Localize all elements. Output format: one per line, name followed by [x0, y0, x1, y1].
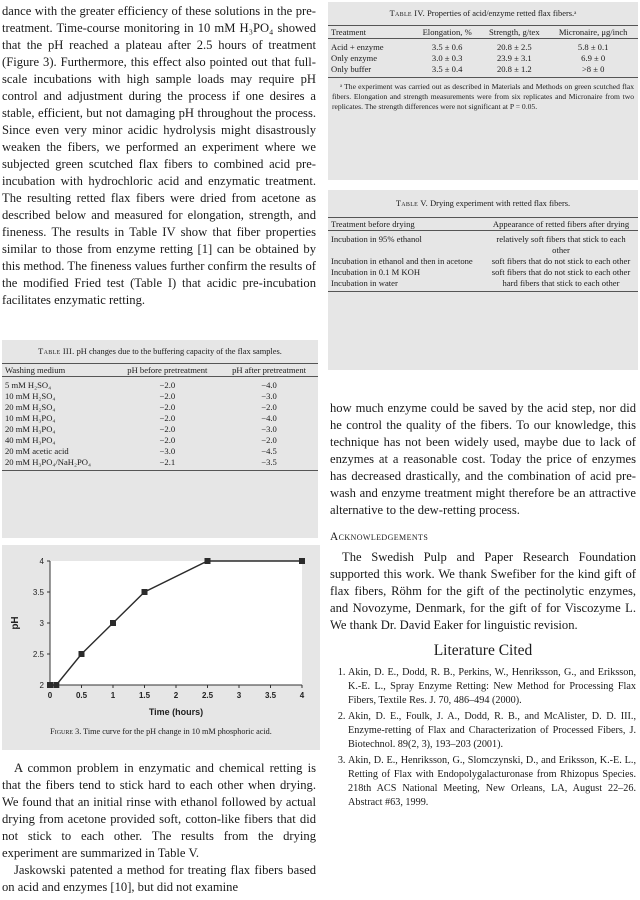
table-v-row-cell: soft fibers that do not stick to each other [491, 267, 631, 277]
table-iii-row-cell: −2.0 [261, 402, 277, 412]
table-iv-header-strength: Strength, g/tex [480, 26, 548, 39]
table-iii-header-before: pH before pretreatment [115, 364, 220, 377]
table-iv-header-micronaire: Micronaire, μg/inch [548, 26, 638, 39]
table-iii-row-cell: 20 mM H₃PO₄/NaH₂PO₄ [2, 457, 115, 471]
table-v-row [328, 231, 638, 257]
reference-item: 2. Akin, D. E., Foulk, J. A., Dodd, R. B., and McAlister, D. D. III., Enzyme-retting of Flax and Characterization of Processed Fibers, J. Biotechnol. 89(2, 3), 193–203 (2001). [348, 710, 636, 752]
intro-paragraph: dance with the greater efficiency of these solutions in the pre-treatment. Time-course monitoring in 10 mM H₃PO₄ showed that the pH reached a plateau after 2.5 hours of treatment (Figure 3). Furthermore, this effect also pointed out that full-scale incubations with high sample loads may require pH control and adjustment during the process if one desires a stable, efficient, but not damaging pH throughout the process. Since even very minor acidic hydrolysis might disastrously weaken the fibers, we performed an experiment where we subjected green scutched flax fibers to combined acid pre-incubation with hydrochloric acid and enzymatic treatment. The resulting retted flax fibers were dried from acetone as described below and measured for elongation, strength, and fineness. The results in Table IV show that fiber properties similar to those from enzyme retting [1] can be obtained by this method. The fineness values further confirm the results of the modified Fried test (Table I) that acidic pre-incubation facilitates enzymatic retting. [2, 4, 316, 307]
table-iv-row [328, 39, 638, 54]
table-iii-row-cell: −3.0 [261, 424, 277, 434]
y-tick-label: 2 [39, 681, 44, 690]
table-iv-label: Table IV. [389, 9, 426, 18]
jaskowski-paragraph: Jaskowski patented a method for treating flax fibers based on acid and enzymes [10], but did not examine [2, 863, 316, 894]
table-v-row-cell: hard fibers that stick to each other [484, 278, 638, 292]
table-iii-row-cell: −4.5 [261, 446, 277, 456]
table-iii-row-cell: 20 mM acetic acid [5, 446, 69, 456]
table-iii-row [2, 377, 318, 392]
table-iii-row-cell: −2.0 [159, 402, 176, 412]
table-iii-row-cell: −3.0 [159, 446, 176, 456]
x-tick-label: 4 [299, 691, 305, 700]
table-iv-row-cell: 6.9 ± 0 [581, 53, 606, 63]
table-v-grid [328, 217, 638, 292]
table-v-row-cell: Incubation in water [328, 278, 484, 292]
table-iii-row-cell: −2.0 [159, 413, 176, 423]
table-iii-row-cell: −4.0 [261, 380, 277, 390]
table-iv-header-treatment: Treatment [328, 26, 414, 39]
table-iv-grid [328, 25, 638, 78]
table-iii [2, 340, 318, 538]
table-iv-row-cell: 3.0 ± 0.3 [431, 53, 463, 63]
data-point [299, 558, 305, 564]
table-iii-row [2, 424, 318, 435]
x-tick-label: 1.5 [138, 691, 151, 700]
table-v-row [328, 256, 638, 267]
right-column-text [330, 400, 636, 812]
x-tick-label: 3 [236, 691, 242, 700]
table-iv-footnote: ᵃ The experiment was carried out as described in Materials and Methods on green scutched flax fibers. Elongation and strength measurements were from six replicates and Micronaire from two replicates. The strength differences were not significant at P = 0.05. [332, 82, 634, 111]
table-iv-row-cell: 20.8 ± 1.2 [480, 64, 548, 78]
data-point [79, 651, 85, 657]
data-point [110, 620, 116, 626]
table-iii-row [2, 402, 318, 413]
table-v-row-cell: relatively soft fibers that stick to each other [496, 234, 626, 255]
table-iii-row-cell: 5 mM H₂SO₄ [5, 380, 52, 390]
table-iv-row-cell: 23.9 ± 3.1 [496, 53, 532, 63]
x-tick-label: 1 [110, 691, 116, 700]
enzyme-savings-paragraph: how much enzyme could be saved by the acid step, nor did he control the quality of the fibers. To our knowledge, this technique has not been widely used, maybe due to lack of enzymes at a reasonable cost. Today the price of enzymes has decreased drastically, and the combination of acid pre-wash and enzyme treatment might therefore be an attractive alternative to the dew-retting process. [330, 401, 636, 517]
table-iv-row-cell: 20.8 ± 2.5 [496, 42, 532, 52]
x-tick-label: 3.5 [264, 691, 277, 700]
ph-time-chart [2, 545, 320, 725]
table-iv-row-cell: 3.5 ± 0.4 [414, 64, 480, 78]
table-iii-header-after: pH after pretreatment [220, 364, 318, 377]
table-iv-row-cell: Only enzyme [331, 53, 378, 63]
table-v-header-appearance: Appearance of retted fibers after drying [484, 218, 638, 231]
table-iv-row [328, 64, 638, 78]
table-iii-row-cell: −2.0 [261, 435, 277, 445]
data-point [47, 682, 53, 688]
literature-cited-heading: Literature Cited [433, 642, 533, 659]
table-v-row-cell: soft fibers that do not stick to each other [491, 256, 631, 266]
table-iii-grid [2, 363, 318, 471]
table-iii-label: Table III. [38, 347, 75, 356]
table-iii-row-cell: 40 mM H₃PO₄ [5, 435, 56, 445]
table-iii-row-cell: 10 mM H₂SO₄ [5, 391, 56, 401]
table-iii-row-cell: −2.0 [159, 391, 176, 401]
x-tick-label: 0 [47, 691, 53, 700]
data-point [53, 682, 59, 688]
table-iv [328, 2, 638, 180]
table-v-row-cell: Incubation in 95% ethanol [331, 234, 422, 244]
data-point [205, 558, 211, 564]
acknowledgements-heading: Acknowledgements [330, 531, 429, 543]
table-v-label: Table V. [395, 199, 429, 208]
table-v-caption [328, 198, 638, 209]
table-iii-row-cell: −3.0 [261, 391, 277, 401]
table-v-row-cell: Incubation in 0.1 M KOH [331, 267, 421, 277]
x-axis-label: Time (hours) [148, 707, 204, 717]
plot-area [50, 561, 302, 685]
table-iv-title: Properties of acid/enzyme retted flax fibers.ᵃ [427, 9, 577, 18]
table-v-row-cell: Incubation in ethanol and then in acetone [331, 256, 473, 266]
table-v-title: Drying experiment with retted flax fibers. [430, 199, 571, 208]
reference-item: 1. Akin, D. E., Dodd, R. B., Perkins, W., Henriksson, G., and Eriksson, K.-E. L., Spray Enzyme Retting: New Method for Processing Flax Fibers, Textile Res. J. 70, 486–494 (2000). [348, 666, 636, 708]
table-iii-row-cell: 20 mM H₂SO₄ [5, 402, 56, 412]
figure-3-caption [2, 727, 320, 736]
table-iv-caption [328, 8, 638, 19]
table-iv-row-cell: 3.5 ± 0.6 [431, 42, 463, 52]
intro-text-block [2, 3, 316, 309]
table-iii-row-cell: −2.0 [159, 435, 176, 445]
table-iv-row-cell: Only buffer [328, 64, 414, 78]
table-iii-row-cell: −2.1 [115, 457, 220, 471]
y-axis-label: pH [10, 616, 21, 630]
drying-paragraph: A common problem in enzymatic and chemical retting is that the fibers tend to stick hard to each other when drying. We found that an initial rinse with ethanol followed by actual drying from acetone provided soft, cotton-like fibers that did not stick to each other. The results from the drying experiment are summarized in Table V. [2, 761, 316, 860]
table-iii-caption [2, 346, 318, 357]
reference-item: 3. Akin, D. E., Henriksson, G., Slomczynski, D., and Eriksson, K.-E. L., Retting of Flax with Endopolygalacturonase from Rhizopus Species. 218th ACS National Meeting, New Orleans, LA, August 22–26. Abstract #63, 1999. [348, 754, 636, 810]
x-tick-label: 2.5 [201, 691, 214, 700]
y-tick-label: 4 [39, 557, 44, 566]
table-iii-row [2, 391, 318, 402]
table-iii-row-cell: 10 mM H₃PO₄ [5, 413, 56, 423]
table-iii-body [2, 377, 318, 471]
figure-3-title: Time curve for the pH change in 10 mM phosphoric acid. [83, 727, 272, 736]
x-tick-label: 0.5 [75, 691, 88, 700]
acknowledgements-paragraph: The Swedish Pulp and Paper Research Foundation supported this work. We thank Swefiber for the kind gift of flax fibers, Röhm for the gift of the pectinolytic enzymes, and Novozyme, Denmark, for the gift of for Viscozyme L. We thank Dr. David Eaker for linguistic revision. [330, 550, 636, 632]
table-iv-body [328, 39, 638, 78]
table-iii-row-cell: 20 mM H₃PO₄ [5, 424, 56, 434]
table-iv-row-cell: 5.8 ± 0.1 [577, 42, 609, 52]
table-iii-title: pH changes due to the buffering capacity of the flax samples. [76, 347, 282, 356]
table-v-body [328, 231, 638, 292]
table-iii-row [2, 435, 318, 446]
table-iii-row [2, 446, 318, 457]
table-iii-row [2, 413, 318, 424]
table-iv-row [328, 53, 638, 64]
data-point [142, 589, 148, 595]
x-tick-label: 2 [173, 691, 179, 700]
table-iii-row-cell: −2.0 [159, 424, 176, 434]
table-iii-row [2, 457, 318, 471]
reference-list [330, 666, 636, 810]
table-iv-header-elongation: Elongation, % [414, 26, 480, 39]
table-iii-header-medium: Washing medium [2, 364, 115, 377]
y-tick-label: 2.5 [32, 650, 44, 659]
table-iii-row-cell: −4.0 [261, 413, 277, 423]
table-iv-row-cell: >8 ± 0 [548, 64, 638, 78]
table-v-header-treatment: Treatment before drying [328, 218, 484, 231]
table-iii-row-cell: −3.5 [220, 457, 318, 471]
table-iii-row-cell: −2.0 [159, 380, 176, 390]
table-v-row [328, 278, 638, 292]
y-tick-label: 3 [39, 619, 44, 628]
left-bottom-text [2, 760, 316, 896]
y-tick-label: 3.5 [32, 588, 44, 597]
table-v [328, 190, 638, 370]
table-v-row [328, 267, 638, 278]
figure-3-label: Figure 3. [50, 727, 82, 736]
table-iv-row-cell: Acid + enzyme [331, 42, 384, 52]
figure-3 [2, 545, 320, 750]
